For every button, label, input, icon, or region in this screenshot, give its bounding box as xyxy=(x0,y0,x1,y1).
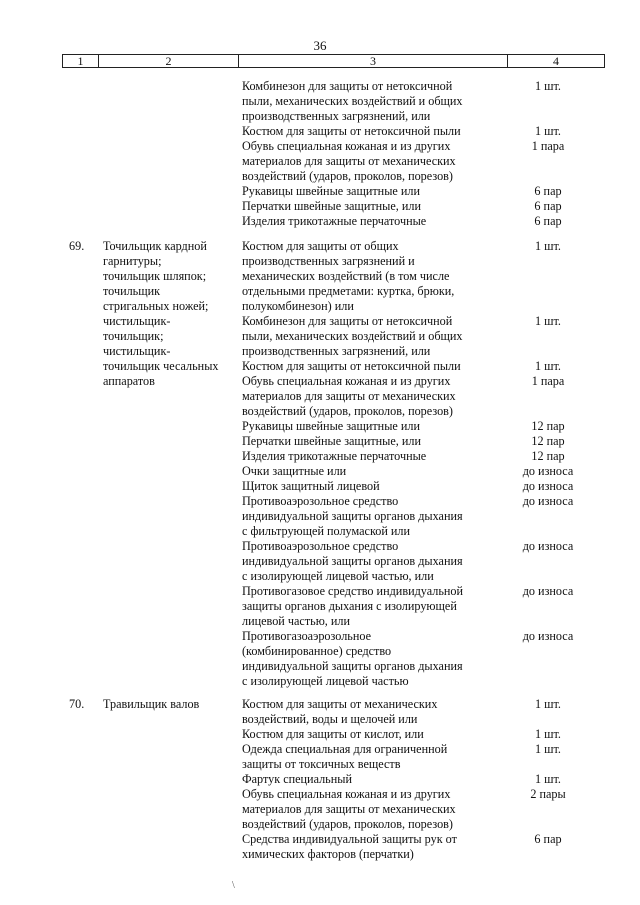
item-text-line: Фартук специальный xyxy=(242,772,352,786)
item-text-line: производственных загрязнений, или xyxy=(242,109,431,123)
item-quantity: 2 пары xyxy=(530,787,566,801)
item-text-line: отдельными предметами: куртка, брюки, xyxy=(242,284,455,298)
item-text-line: механических воздействий (в том числе xyxy=(242,269,450,283)
item-text-line: Обувь специальная кожаная и из других xyxy=(242,787,451,801)
item-text-line: Рукавицы швейные защитные или xyxy=(242,419,420,433)
header-col-3: 3 xyxy=(239,55,508,67)
profession-line: чистильщик- xyxy=(103,314,171,328)
item-text-line: Обувь специальная кожаная и из других xyxy=(242,374,451,388)
item-text-line: Противогазовое средство индивидуальной xyxy=(242,584,464,598)
item-text-line: материалов для защиты от механических xyxy=(242,154,456,168)
item-text-line: Щиток защитный лицевой xyxy=(242,479,380,493)
item-text-line: Обувь специальная кожаная и из других xyxy=(242,139,451,153)
item-quantity: до износа xyxy=(522,584,574,598)
item-text-line: Костюм для защиты от нетоксичной пыли xyxy=(242,359,461,373)
entry-number: 70. xyxy=(69,697,85,711)
item-quantity: 1 пара xyxy=(531,374,565,388)
item-text-line: материалов для защиты от механических xyxy=(242,802,456,816)
item-text-line: Костюм для защиты от общих xyxy=(242,239,399,253)
item-quantity: 6 пар xyxy=(534,214,562,228)
item-text-line: Костюм для защиты от механических xyxy=(242,697,438,711)
item-quantity: до износа xyxy=(522,629,574,643)
item-quantity: 6 пар xyxy=(534,199,562,213)
profession-line: гарнитуры; xyxy=(103,254,162,268)
item-quantity: 6 пар xyxy=(534,832,562,846)
header-col-1: 1 xyxy=(63,55,99,67)
item-quantity: 1 шт. xyxy=(535,772,561,786)
item-text-line: Изделия трикотажные перчаточные xyxy=(242,449,427,463)
item-quantity: 1 шт. xyxy=(535,727,561,741)
item-quantity: до износа xyxy=(522,479,574,493)
page-number: 36 xyxy=(313,38,327,53)
item-text-line: лицевой частью, или xyxy=(242,614,351,628)
item-text-line: индивидуальной защиты органов дыхания xyxy=(242,509,463,523)
item-text-line: защиты от токсичных веществ xyxy=(242,757,401,771)
profession-line: чистильщик- xyxy=(103,344,171,358)
profession-line: точильщик шляпок; xyxy=(103,269,207,283)
item-quantity: 1 шт. xyxy=(535,697,561,711)
profession-line: стригальных ножей; xyxy=(103,299,209,313)
item-quantity: 12 пар xyxy=(531,449,565,463)
item-text-line: Комбинезон для защиты от нетоксичной xyxy=(242,314,453,328)
item-quantity: 1 шт. xyxy=(535,79,561,93)
item-text-line: воздействий (ударов, проколов, порезов) xyxy=(242,169,453,183)
item-text-line: химических факторов (перчатки) xyxy=(242,847,414,861)
profession-line: точильщик xyxy=(103,284,161,298)
item-quantity: 1 шт. xyxy=(535,742,561,756)
profession-line: Травильщик валов xyxy=(103,697,200,711)
item-quantity: 1 шт. xyxy=(535,239,561,253)
item-text-line: индивидуальной защиты органов дыхания xyxy=(242,554,463,568)
item-text-line: с изолирующей лицевой частью, или xyxy=(242,569,434,583)
item-text-line: Средства индивидуальной защиты рук от xyxy=(242,832,457,846)
item-text-line: Противоаэрозольное средство xyxy=(242,539,399,553)
item-text-line: Очки защитные или xyxy=(242,464,347,478)
item-text-line: Костюм для защиты от кислот, или xyxy=(242,727,424,741)
item-text-line: с фильтрующей полумаской или xyxy=(242,524,411,538)
item-quantity: 1 шт. xyxy=(535,359,561,373)
item-quantity: 12 пар xyxy=(531,434,565,448)
table-header xyxy=(62,54,605,68)
item-quantity: до износа xyxy=(522,539,574,553)
item-text-line: пыли, механических воздействий и общих xyxy=(242,94,463,108)
item-text-line: воздействий, воды и щелочей или xyxy=(242,712,418,726)
item-text-line: Комбинезон для защиты от нетоксичной xyxy=(242,79,453,93)
item-quantity: 1 пара xyxy=(531,139,565,153)
item-text-line: защиты органов дыхания с изолирующей xyxy=(242,599,457,613)
item-quantity: 1 шт. xyxy=(535,314,561,328)
item-text-line: Рукавицы швейные защитные или xyxy=(242,184,420,198)
item-text-line: с изолирующей лицевой частью xyxy=(242,674,409,688)
item-text-line: полукомбинезон) или xyxy=(242,299,354,313)
entry-number: 69. xyxy=(69,239,85,253)
item-text-line: Противогазоаэрозольное xyxy=(242,629,372,643)
item-quantity: до износа xyxy=(522,464,574,478)
item-quantity: 6 пар xyxy=(534,184,562,198)
item-quantity: до износа xyxy=(522,494,574,508)
item-text-line: Костюм для защиты от нетоксичной пыли xyxy=(242,124,461,138)
item-text-line: Изделия трикотажные перчаточные xyxy=(242,214,427,228)
profession-line: Точильщик кардной xyxy=(103,239,207,253)
item-text-line: воздействий (ударов, проколов, порезов) xyxy=(242,817,453,831)
item-quantity: 12 пар xyxy=(531,419,565,433)
item-text-line: Противоаэрозольное средство xyxy=(242,494,399,508)
item-text-line: производственных загрязнений, или xyxy=(242,344,431,358)
profession-line: аппаратов xyxy=(103,374,155,388)
item-text-line: пыли, механических воздействий и общих xyxy=(242,329,463,343)
header-col-2: 2 xyxy=(99,55,239,67)
margin-mark: \ xyxy=(232,880,235,891)
item-text-line: производственных загрязнений и xyxy=(242,254,415,268)
item-text-line: Перчатки швейные защитные, или xyxy=(242,434,422,448)
item-text-line: Перчатки швейные защитные, или xyxy=(242,199,422,213)
item-text-line: (комбинированное) средство xyxy=(242,644,392,658)
item-text-line: воздействий (ударов, проколов, порезов) xyxy=(242,404,453,418)
item-text-line: индивидуальной защиты органов дыхания xyxy=(242,659,463,673)
item-text-line: материалов для защиты от механических xyxy=(242,389,456,403)
item-quantity: 1 шт. xyxy=(535,124,561,138)
profession-line: точильщик; xyxy=(103,329,164,343)
item-text-line: Одежда специальная для ограниченной xyxy=(242,742,448,756)
profession-line: точильщик чесальных xyxy=(103,359,219,373)
header-col-4: 4 xyxy=(553,54,559,68)
